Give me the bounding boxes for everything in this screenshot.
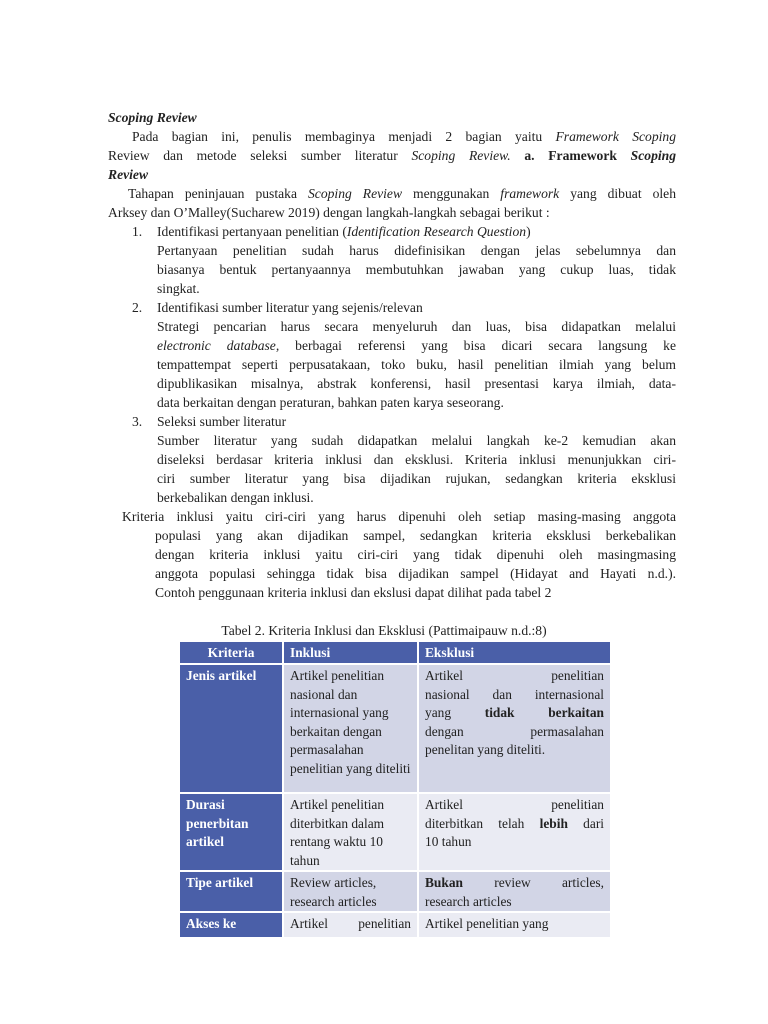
cell-eksklusi — [418, 871, 611, 912]
para2-line-2: Arksey dan O’Malley(Sucharew 2019) dengan langkah-langkah sebagai berikut : — [108, 205, 550, 220]
table-row — [179, 664, 611, 793]
table-row — [179, 793, 611, 871]
header-kriteria: Kriteria — [179, 641, 283, 664]
para2-italic: framework — [500, 186, 560, 201]
cell-line: dengan permasalahan — [425, 723, 604, 739]
step-2-line-1 — [157, 317, 676, 336]
step-3-line-4: berkebalikan dengan inklusi. — [157, 490, 314, 505]
kriteria-line-2 — [155, 526, 676, 545]
para2-text: menggunakan — [402, 186, 501, 201]
line-text: diseleksi berdasar kriteria inklusi dan eksklusi. Kriteria inklusi menunjukkan ciri- — [157, 452, 676, 467]
intro-italic: Scoping Review. — [411, 148, 511, 163]
step-3-line-3 — [157, 469, 676, 488]
subheading-a-italic: Scoping — [630, 148, 676, 163]
kriteria-line-1 — [122, 507, 676, 526]
step-3-line-2 — [157, 450, 676, 469]
cell-text: diterbitkan telah — [425, 815, 540, 831]
table-header-row — [179, 641, 611, 664]
cell-eksklusi — [418, 664, 611, 793]
cell-line: nasional dan internasional — [425, 686, 604, 702]
step-2-line-5: data berkaitan dengan peraturan, bahkan paten karya seseorang. — [157, 395, 504, 410]
cell-line — [425, 704, 604, 723]
step-1-line-1 — [157, 241, 676, 260]
subheading-a: a. Framework — [524, 148, 631, 163]
section-title: Scoping Review — [108, 110, 197, 125]
step-2-number: 2. — [132, 300, 143, 315]
cell-line: Artikel penelitian — [425, 668, 604, 683]
intro-text: Review dan metode seleksi sumber literatur — [108, 148, 412, 163]
step-2-line-2 — [157, 336, 676, 355]
intro-line-3 — [108, 165, 676, 184]
cell-bold: lebih — [539, 815, 568, 831]
line-text: Sumber literatur yang sudah didapatkan melalui langkah ke-2 kemudian akan — [157, 433, 676, 448]
header-inklusi: Inklusi — [283, 641, 418, 664]
row-label: Tipe artikel — [179, 871, 283, 912]
cell-inklusi — [283, 912, 418, 938]
step-1-line-3: singkat. — [157, 281, 200, 296]
line-text: anggota populasi sehingga tidak bisa dijadikan sampel (Hidayat and Hayati n.d.). — [155, 566, 676, 581]
line-text: dengan kriteria inklusi yaitu ciri-ciri yang tidak dipenuhi oleh masingmasing — [155, 547, 676, 562]
para2-text: yang dibuat oleh — [559, 186, 676, 201]
line-text: populasi yang akan dijadikan sampel, sedangkan kriteria eksklusi berkebalikan — [155, 528, 676, 543]
line-text: Kriteria inklusi yaitu ciri-ciri yang harus dipenuhi oleh setiap masing-masing anggota — [122, 509, 676, 524]
table-row — [179, 912, 611, 938]
kriteria-line-4 — [155, 564, 676, 583]
step-3-number: 3. — [132, 414, 143, 429]
step-1-title — [157, 222, 531, 241]
row-label: Durasi penerbitan artikel — [179, 793, 283, 871]
line-text: biasanya bentuk pertanyaannya membutuhkan jawaban yang cukup luas, tidak — [157, 262, 676, 277]
cell-line: Artikel penelitian — [290, 916, 411, 931]
row-label: Jenis artikel — [179, 664, 283, 793]
intro-italic: Framework Scoping — [555, 129, 676, 144]
intro-line-2 — [108, 146, 676, 165]
step-3-line-1 — [157, 431, 676, 450]
cell-text: yang — [425, 705, 485, 720]
criteria-table — [178, 640, 612, 939]
step-1-title-text: Identifikasi pertanyaan penelitian ( — [157, 224, 347, 239]
para2-line-1 — [128, 184, 676, 203]
cell-line: Artikel penelitian — [425, 797, 604, 812]
cell-text: dari — [567, 815, 604, 831]
step-2-italic: electronic database, — [157, 338, 280, 353]
line-text: ciri sumber literatur yang bisa dijadikan rujukan, sedangkan kriteria eksklusi — [157, 471, 676, 486]
cell-eksklusi: Artikel penelitian yang — [418, 912, 611, 938]
cell-inklusi: Artikel penelitian diterbitkan dalam rentang waktu 10 tahun — [283, 793, 418, 871]
row-label: Akses ke — [179, 912, 283, 938]
cell-inklusi: Artikel penelitian nasional dan internasional yang berkaitan dengan permasalahan penelitian yang diteliti — [283, 664, 418, 793]
line-text: Pertanyaan penelitian sudah harus didefinisikan dengan jelas sebelumnya dan — [157, 243, 676, 258]
step-2-line-4 — [157, 374, 676, 393]
line-text: Strategi pencarian harus secara menyeluruh dan luas, bisa didapatkan melalui — [157, 319, 676, 334]
intro-text: Pada bagian ini, penulis membaginya menjadi 2 bagian yaitu — [132, 129, 556, 144]
para2-text: Tahapan peninjauan pustaka — [128, 186, 308, 201]
cell-inklusi: Review articles, research articles — [283, 871, 418, 912]
subheading-a-italic-2: Review — [108, 167, 149, 182]
line-text: dipublikasikan misalnya, abstrak konferensi, hasil presentasi karya ilmiah, data- — [157, 376, 676, 391]
step-2-title: Identifikasi sumber literatur yang sejenis/relevan — [157, 300, 423, 315]
table-row — [179, 871, 611, 912]
step-1-line-2 — [157, 260, 676, 279]
line-text: berbagai referensi yang bisa dicari secara langsung ke — [279, 338, 676, 353]
para2-italic: Scoping Review — [308, 186, 403, 201]
cell-line — [425, 815, 604, 834]
step-1-title-italic: Identification Research Question — [346, 224, 527, 239]
header-eksklusi: Eksklusi — [418, 641, 611, 664]
cell-line — [425, 874, 604, 893]
cell-line: penelitan yang diteliti. — [425, 742, 546, 757]
line-text: tempattempat seperti perpusatakaan, toko buku, hasil penelitian ilmiah yang belum — [157, 357, 676, 372]
cell-bold: Bukan — [425, 875, 463, 890]
cell-line: 10 tahun — [425, 834, 472, 849]
cell-bold: tidak berkaitan — [484, 705, 604, 720]
kriteria-line-3 — [155, 545, 676, 564]
cell-line: research articles — [425, 893, 512, 909]
table-caption: Tabel 2. Kriteria Inklusi dan Eksklusi (Pattimaipauw n.d.:8) — [221, 623, 547, 638]
cell-text: review articles, — [462, 875, 604, 890]
step-1-title-text: ) — [526, 224, 531, 239]
step-3-title: Seleksi sumber literatur — [157, 414, 287, 429]
step-1-number: 1. — [132, 224, 143, 239]
step-2-line-3 — [157, 355, 676, 374]
kriteria-line-5: Contoh penggunaan kriteria inklusi dan ekslusi dapat dilihat pada tabel 2 — [155, 585, 552, 600]
cell-eksklusi — [418, 793, 611, 871]
intro-line-1 — [132, 127, 676, 146]
